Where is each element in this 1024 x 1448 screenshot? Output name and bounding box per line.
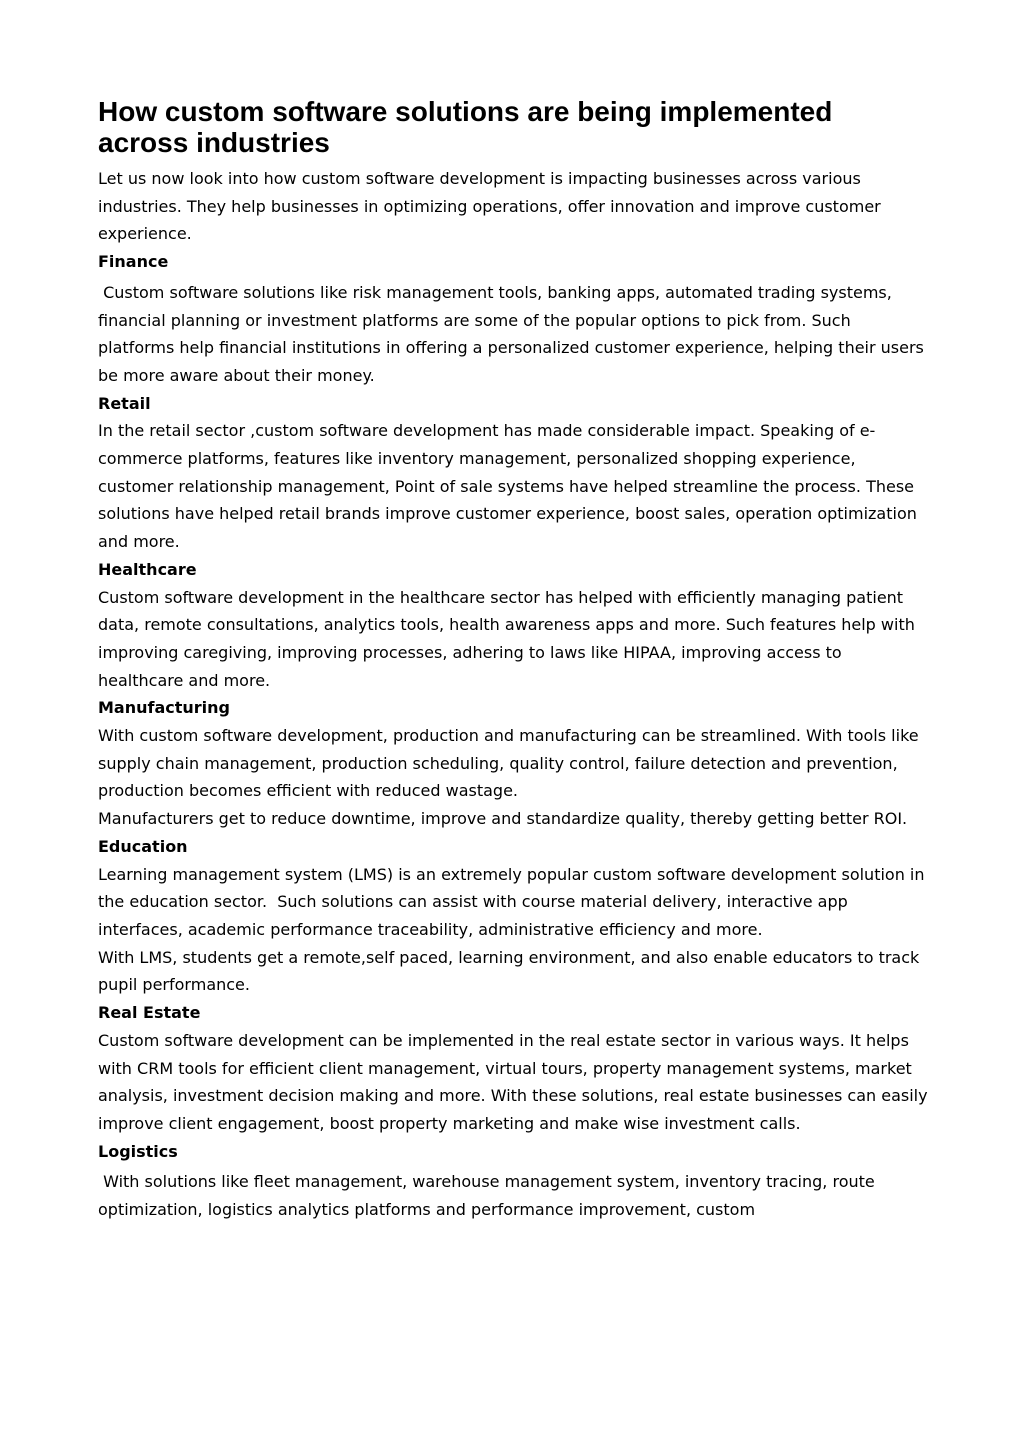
- section-heading: Logistics: [98, 1141, 178, 1161]
- section-paragraph: Manufacturers get to reduce downtime, improve and standardize quality, thereby getting better ROI.: [98, 809, 908, 829]
- section-paragraph: With custom software development, production and manufacturing can be streamlined. With tools like supply chain management, production scheduling, quality control, failure detection and prevention, production becomes efficient with reduced wastage.: [98, 726, 924, 801]
- section-paragraph: Learning management system (LMS) is an extremely popular custom software development solution in the education sector. Such solutions can assist with course material delivery, interactive app interfaces, academic performance traceability, administrative efficiency and more.: [98, 864, 930, 939]
- section-paragraph: Custom software development can be implemented in the real estate sector in various ways. It helps with CRM tools for efficient client management, virtual tours, property management systems, market analysis, investment decision making and more. With these solutions, real estate businesses can easily improve client engagement, boost property marketing and make wise investment calls.: [98, 1030, 933, 1133]
- section-real-estate: [98, 999, 933, 1138]
- section-education: [98, 833, 930, 999]
- section-healthcare: [98, 556, 930, 695]
- section-heading: Education: [98, 836, 188, 856]
- section-paragraph: Custom software solutions like risk management tools, banking apps, automated trading systems, financial planning or investment platforms are some of the popular options to pick from. Such platforms help financial institutions in offering a personalized customer experience, helping their users be more aware about their money.: [98, 282, 929, 385]
- section-heading: Manufacturing: [98, 698, 230, 718]
- section-heading: Finance: [98, 252, 169, 272]
- page-title: How custom software solutions are being implemented across industries: [98, 96, 833, 158]
- section-heading: Real Estate: [98, 1003, 201, 1023]
- section-manufacturing: [98, 694, 930, 833]
- section-logistics: [98, 1138, 930, 1224]
- section-paragraph: With solutions like fleet management, warehouse management system, inventory tracing, route optimization, logistics analytics platforms and performance improvement, custom: [98, 1172, 880, 1220]
- section-paragraph: With LMS, students get a remote,self paced, learning environment, and also enable educators to track pupil performance.: [98, 947, 925, 995]
- section-heading: Healthcare: [98, 559, 197, 579]
- section-heading: Retail: [98, 393, 151, 413]
- section-finance: [98, 248, 930, 390]
- section-paragraph: Custom software development in the healthcare sector has helped with efficiently managing patient data, remote consultations, analytics tools, health awareness apps and more. Such features help with improving caregiving, improving processes, adhering to laws like HIPAA, improving access to healthcare and more.: [98, 587, 920, 690]
- intro-paragraph: Let us now look into how custom software development is impacting businesses across various industries. They help businesses in optimizing operations, offer innovation and improve customer experience.: [98, 169, 886, 244]
- section-retail: [98, 390, 930, 556]
- section-paragraph: In the retail sector ,custom software development has made considerable impact. Speaking of e-commerce platforms, features like inventory management, personalized shopping experience, customer relationship management, Point of sale systems have helped streamline the process. These solutions have helped retail brands improve customer experience, boost sales, operation optimization and more.: [98, 421, 922, 552]
- document-page: [98, 96, 933, 1224]
